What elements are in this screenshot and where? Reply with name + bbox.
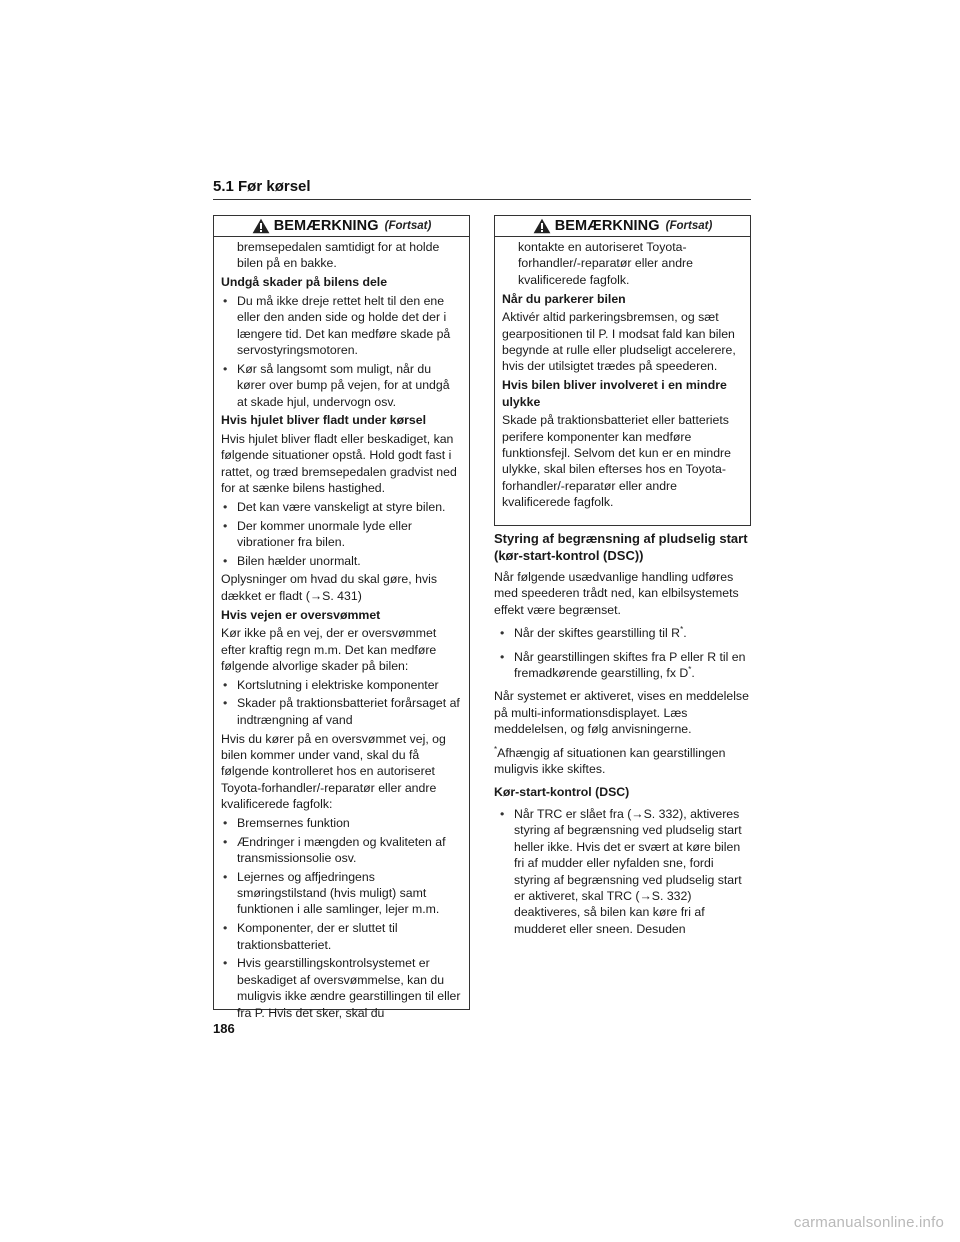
bullet-item xyxy=(494,625,751,641)
bullet-item: • Det kan være vanskeligt at styre bilen. xyxy=(221,499,463,515)
subheading: Når du parkerer bilen xyxy=(502,291,626,306)
section-header: 5.1 Før kørsel xyxy=(213,178,751,200)
notice-header xyxy=(214,216,469,237)
footnote xyxy=(494,745,751,778)
footnote-marker: * xyxy=(688,664,692,674)
period: . xyxy=(691,666,695,681)
bullet-item: • Kør så langsomt som muligt, når du kører over bump på vejen, for at undgå at skade hjul, undervogn osv. xyxy=(221,361,463,410)
warning-icon xyxy=(533,218,551,234)
paragraph: Skade på traktionsbatteriet eller batteriets perifere komponenter kan medføre funktionsfejl. Selvom det kun er en mindre ulykke, skal bilen efterses hos en Toyota- forhandler/-reparatør eller andre kvalificerede fagfolk. xyxy=(502,413,731,510)
continued-text: kontakte en autoriseret Toyota-forhandler/-reparatør eller andre kvalificerede fagfolk. xyxy=(518,240,693,287)
bullet-item xyxy=(494,649,751,682)
notice-body xyxy=(214,237,469,1021)
right-column-text xyxy=(494,530,751,944)
paragraph: Hvis hjulet bliver fladt eller beskadiget, kan følgende situationer opstå. Hold godt fast i rattet, og træd bremsepedalen gradvist ned for at sænke bilens hastighed. xyxy=(221,431,457,496)
warning-icon xyxy=(252,218,270,234)
subheading: Hvis bilen bliver involveret i en mindre ulykke xyxy=(502,378,727,409)
paragraph: Oplysninger om hvad du skal gøre, hvis dækket er fladt (→S. 431) xyxy=(221,572,437,603)
bullet-item: • Du må ikke dreje rettet helt til den ene eller den anden side og holde det der i længere tid. Det kan medføre skade på servostyringsmotoren. xyxy=(221,293,463,359)
paragraph: Hvis du kører på en oversvømmet vej, og bilen kommer under vand, skal du få følgende kontrolleret hos en autoriseret Toyota-forhandler/-reparatør eller andre kvalificerede fagfolk: xyxy=(221,731,446,812)
bullet-item: • Når TRC er slået fra (→S. 332), aktiveres styring af begrænsning ved pludselig start heller ikke. Hvis det er svært at køre bilen fri af mudder eller nyfalden sne, fordi styring af begrænsning ved pludselig start er aktiveret, skal TRC (→S. 332) deaktiveres, så bilen kan køre fri af mudderet eller sneen. Desuden xyxy=(494,806,751,937)
bullet-item: • Skader på traktionsbatteriet forårsaget af indtrængning af vand xyxy=(221,695,463,728)
bullet-item: • Hvis gearstillingskontrolsystemet er beskadiget af oversvømmelse, kan du muligvis ikke ændre gearstillingen til eller fra P. Hvis det sker, skal du xyxy=(221,955,463,1021)
bullet-item: • Lejernes og affjedringens smøringstilstand (hvis muligt) samt funktionen i alle samlinger, lejer m.m. xyxy=(221,869,463,918)
notice-continued: (Fortsat) xyxy=(384,220,432,232)
watermark: carmanualsonline.info xyxy=(793,1214,944,1231)
footnote-text: Afhængig af situationen kan gearstillingen muligvis ikke skiftes. xyxy=(494,745,726,777)
notice-continued: (Fortsat) xyxy=(665,220,713,232)
subheading: Undgå skader på bilens dele xyxy=(221,275,388,290)
bullet-item: • Bilen hælder unormalt. xyxy=(221,553,463,569)
paragraph: Når systemet er aktiveret, vises en meddelelse på multi-informationsdisplayet. Læs meddelelsen, og følg anvisningerne. xyxy=(494,689,749,737)
continued-text: bremsepedalen samtidigt for at holde bilen på en bakke. xyxy=(237,240,440,271)
bullet-item: • Komponenter, der er sluttet til traktionsbatteriet. xyxy=(221,920,463,953)
right-notice-box xyxy=(494,215,751,526)
bullet-text: Når gearstillingen skiftes fra P eller R til en fremadkørende gearstilling, fx D xyxy=(514,649,746,681)
footnote-marker: * xyxy=(494,744,498,754)
bullet-item: • Bremsernes funktion xyxy=(221,815,463,831)
notice-body xyxy=(495,237,750,511)
paragraph: Aktivér altid parkeringsbremsen, og sæt gearpositionen til P. I modsat fald kan bilen begynde at rulle eller pludseligt accelerere, hvis der utilsigtet trædes på speederen. xyxy=(502,310,736,374)
page-number: 186 xyxy=(213,1021,235,1036)
notice-title: BEMÆRKNING xyxy=(273,218,379,234)
bullet-item: • Der kommer unormale lyde eller vibrationer fra bilen. xyxy=(221,518,463,551)
bullet-item: • Kortslutning i elektriske komponenter xyxy=(221,677,463,693)
bullet-text: Når der skiftes gearstilling til R xyxy=(514,626,681,641)
subheading: Hvis hjulet bliver fladt under kørsel xyxy=(221,413,427,428)
section-heading: Styring af begrænsning af pludselig start (kør-start-kontrol (DSC)) xyxy=(494,531,748,563)
section-heading: Kør-start-kontrol (DSC) xyxy=(494,785,630,800)
paragraph: Kør ikke på en vej, der er oversvømmet efter kraftig regn m.m. Det kan medføre følgende alvorlige skader på bilen: xyxy=(221,626,437,674)
footnote-marker: * xyxy=(680,625,684,635)
notice-header xyxy=(495,216,750,237)
left-notice-box xyxy=(213,215,470,1020)
notice-title: BEMÆRKNING xyxy=(554,218,660,234)
period: . xyxy=(683,626,687,641)
subheading: Hvis vejen er oversvømmet xyxy=(221,607,381,622)
bullet-item: • Ændringer i mængden og kvaliteten af transmissionsolie osv. xyxy=(221,834,463,867)
paragraph: Når følgende usædvanlige handling udføres med speederen trådt ned, kan elbilsystemets effekt være begrænset. xyxy=(494,570,739,617)
